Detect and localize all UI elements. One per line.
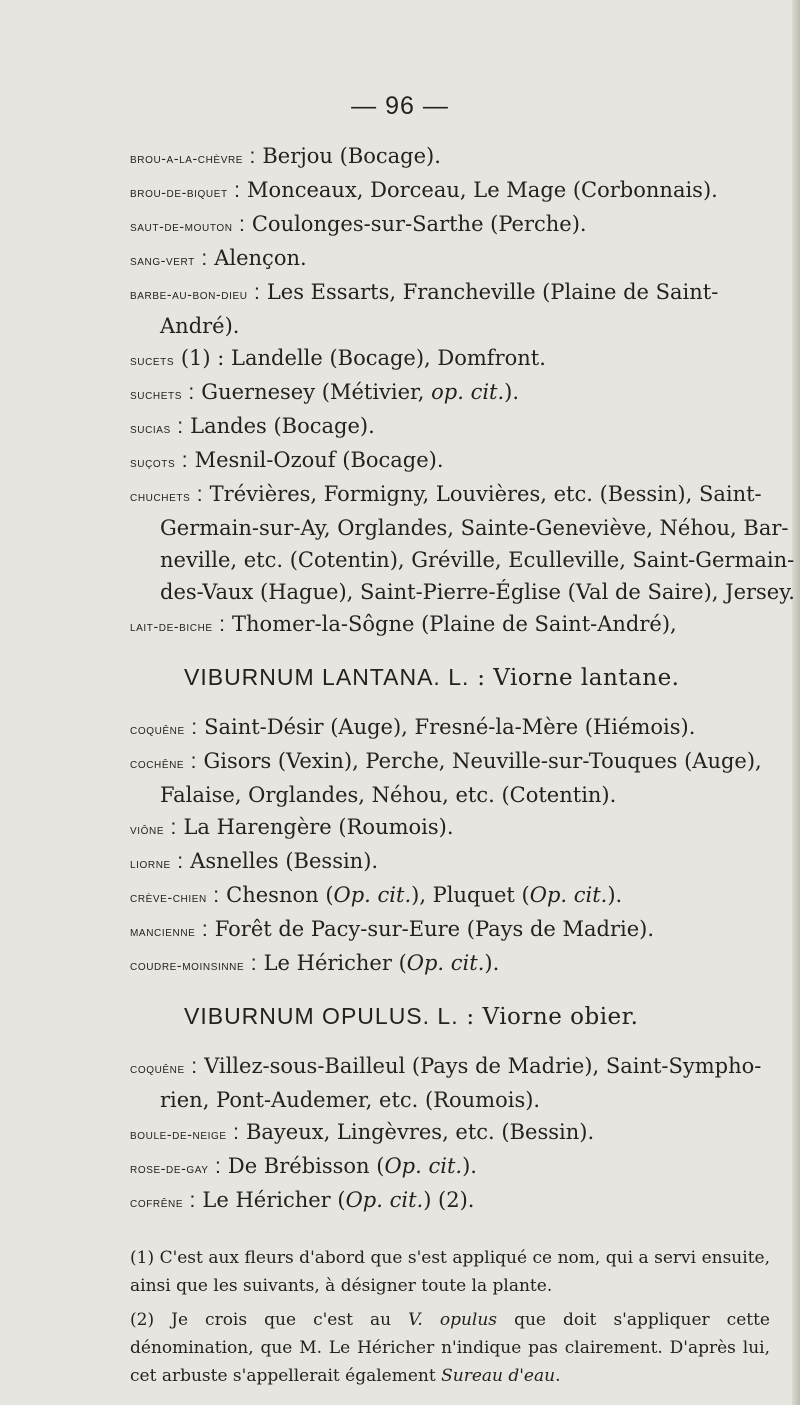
heading-viburnum-opulus: VIBURNUM OPULUS. L. : Viorne obier. bbox=[184, 1003, 639, 1030]
entry-text: Forêt de Pacy-sur-Eure (Pays de Madrie). bbox=[214, 917, 655, 941]
dialect-term: liorne : bbox=[130, 855, 190, 871]
entry-text: Alençon. bbox=[214, 246, 307, 270]
entry-line bbox=[130, 376, 780, 410]
dialect-term: coquêne : bbox=[130, 1060, 204, 1076]
entry-text: Le Héricher ( bbox=[202, 1188, 346, 1212]
dialect-term: saut-de-mouton : bbox=[130, 218, 252, 234]
entry-text-tail: ). bbox=[504, 380, 520, 404]
entry-line bbox=[130, 845, 780, 879]
entry-text: Trévières, Formigny, Louvières, etc. (Bessin), Saint- bbox=[209, 482, 762, 506]
entry-citation: Op. cit. bbox=[406, 951, 485, 975]
entry-line bbox=[130, 140, 780, 174]
entry-citation: Op. cit. bbox=[529, 883, 608, 907]
footnote-2-italic-1: V. opulus bbox=[408, 1310, 498, 1330]
footnote-2-part-c: . bbox=[555, 1366, 561, 1386]
entry-line bbox=[130, 913, 780, 947]
entry-line bbox=[130, 410, 780, 444]
dialect-term: viône : bbox=[130, 821, 183, 837]
footnote-2 bbox=[130, 1306, 770, 1390]
page-number: — 96 — bbox=[351, 92, 449, 120]
footnote-ref: (1) bbox=[180, 346, 211, 370]
entry-line bbox=[130, 1050, 780, 1084]
entry-citation: Op. cit. bbox=[333, 883, 412, 907]
entry-text-tail: ) (2). bbox=[423, 1188, 475, 1212]
dialect-term: lait-de-biche : bbox=[130, 618, 232, 634]
entry-citation: Op. cit. bbox=[345, 1188, 424, 1212]
entry-text: Bayeux, Lingèvres, etc. (Bessin). bbox=[245, 1120, 595, 1144]
entry-citation: Op. cit. bbox=[384, 1154, 463, 1178]
entry-text: Coulonges-sur-Sarthe (Perche). bbox=[251, 212, 587, 236]
entry-text: Asnelles (Bessin). bbox=[190, 849, 379, 873]
entry-continuation: Falaise, Orglandes, Néhou, etc. (Cotentin). bbox=[160, 783, 617, 807]
dialect-term: cofrêne : bbox=[130, 1194, 202, 1210]
entry-text: Mesnil-Ozouf (Bocage). bbox=[194, 448, 444, 472]
entry-line bbox=[130, 608, 780, 642]
entry-line bbox=[130, 1184, 780, 1218]
entry-text-tail: ). bbox=[462, 1154, 477, 1178]
page-edge-shadow bbox=[792, 0, 800, 1405]
heading-viburnum-lantana: VIBURNUM LANTANA. L. : Viorne lantane. bbox=[184, 664, 680, 691]
entry-line bbox=[130, 174, 780, 208]
entry-continuation: Germain-sur-Ay, Orglandes, Sainte-Geneviève, Néhou, Bar- bbox=[160, 516, 789, 540]
entry-text: De Brébisson ( bbox=[227, 1154, 385, 1178]
entry-text: Gisors (Vexin), Perche, Neuville-sur-Touques (Auge), bbox=[203, 749, 762, 773]
section-viburnum-continued bbox=[130, 140, 795, 642]
dialect-term: suchets : bbox=[130, 386, 201, 402]
entry-text: Saint-Désir (Auge), Fresné-la-Mère (Hiémois). bbox=[204, 715, 696, 739]
dialect-term: coudre-moinsinne : bbox=[130, 957, 264, 973]
entry-text: Thomer-la-Sôgne (Plaine de Saint-André), bbox=[232, 612, 677, 636]
dialect-term: cochêne : bbox=[130, 755, 204, 771]
entry-text: Villez-sous-Bailleul (Pays de Madrie), Saint-Sympho- bbox=[204, 1054, 762, 1078]
entry-line bbox=[130, 242, 780, 276]
entry-line bbox=[130, 444, 780, 478]
entry-line bbox=[130, 879, 780, 913]
entry-text: Chesnon ( bbox=[226, 883, 334, 907]
heading-common-name: Viorne lantane. bbox=[493, 665, 680, 691]
dialect-term: rose-de-gay : bbox=[130, 1160, 228, 1176]
section-viburnum-opulus bbox=[130, 1050, 780, 1218]
footnotes bbox=[130, 1244, 770, 1390]
heading-common-name: Viorne obier. bbox=[482, 1004, 639, 1030]
entry-line bbox=[130, 276, 780, 310]
entry-text: La Harengère (Roumois). bbox=[183, 815, 454, 839]
dialect-term: chuchets : bbox=[130, 488, 210, 504]
entry-text: Landes (Bocage). bbox=[190, 414, 375, 438]
heading-latin-name: VIBURNUM LANTANA. L. bbox=[184, 664, 470, 690]
entry-line bbox=[130, 947, 780, 981]
entry-line bbox=[130, 478, 780, 512]
entry-line bbox=[130, 745, 780, 779]
dialect-term: sang-vert : bbox=[130, 252, 214, 268]
dialect-term: sucias : bbox=[130, 420, 190, 436]
entry-text-tail: ). bbox=[484, 951, 500, 975]
entry-text: Monceaux, Dorceau, Le Mage (Corbonnais). bbox=[247, 178, 718, 202]
entry-text: Landelle (Bocage), Domfront. bbox=[231, 346, 546, 370]
entry-text: Berjou (Bocage). bbox=[262, 144, 441, 168]
entry-text: Le Héricher ( bbox=[263, 951, 407, 975]
entry-text-tail: ). bbox=[607, 883, 623, 907]
dialect-term: sucets bbox=[130, 352, 175, 368]
entry-line bbox=[130, 711, 780, 745]
footnote-1: (1) C'est aux fleurs d'abord que s'est appliqué ce nom, qui a servi ensuite, ainsi que les suivants, à désigner toute la plante. bbox=[130, 1248, 770, 1296]
entry-line bbox=[130, 1150, 780, 1184]
dialect-term: brou-a-la-chèvre : bbox=[130, 150, 262, 166]
entry-text-tail: ), Pluquet ( bbox=[411, 883, 530, 907]
dialect-term: barbe-au-bon-dieu : bbox=[130, 286, 267, 302]
dialect-term: brou-de-biquet : bbox=[130, 184, 247, 200]
entry-line: sucets (1) : Landelle (Bocage), Domfront. bbox=[130, 346, 546, 370]
dialect-term: crève-chien : bbox=[130, 889, 226, 905]
entry-continuation: rien, Pont-Audemer, etc. (Roumois). bbox=[160, 1088, 541, 1112]
dialect-term: boule-de-neige : bbox=[130, 1126, 246, 1142]
entry-line bbox=[130, 1116, 780, 1150]
footnote-2-part-b: que doit s'appliquer cette dénomination, que M. Le Héricher n'indique pas clairement. D'après lui, cet arbuste s'appellerait également bbox=[130, 1310, 770, 1386]
dialect-term: coquêne : bbox=[130, 721, 204, 737]
entry-text: Guernesey (Métivier, bbox=[201, 380, 432, 404]
entry-continuation: André). bbox=[160, 314, 240, 338]
page-body bbox=[130, 140, 795, 1390]
dialect-term: suçots : bbox=[130, 454, 195, 470]
entry-continuation: neville, etc. (Cotentin), Gréville, Eculleville, Saint-Germain- bbox=[160, 548, 795, 572]
entry-citation: op. cit. bbox=[431, 380, 505, 404]
footnote-2-part-a: (2) Je crois que c'est au bbox=[130, 1310, 409, 1330]
dialect-term: mancienne : bbox=[130, 923, 215, 939]
section-viburnum-lantana bbox=[130, 711, 780, 981]
entry-line bbox=[130, 208, 780, 242]
entry-text: Les Essarts, Francheville (Plaine de Saint- bbox=[266, 280, 719, 304]
heading-latin-name: VIBURNUM OPULUS. L. bbox=[184, 1003, 459, 1029]
footnote-2-italic-2: Sureau d'eau bbox=[441, 1366, 556, 1386]
entry-line bbox=[130, 811, 780, 845]
entry-continuation: des-Vaux (Hague), Saint-Pierre-Église (Val de Saire), Jersey. bbox=[160, 580, 795, 604]
